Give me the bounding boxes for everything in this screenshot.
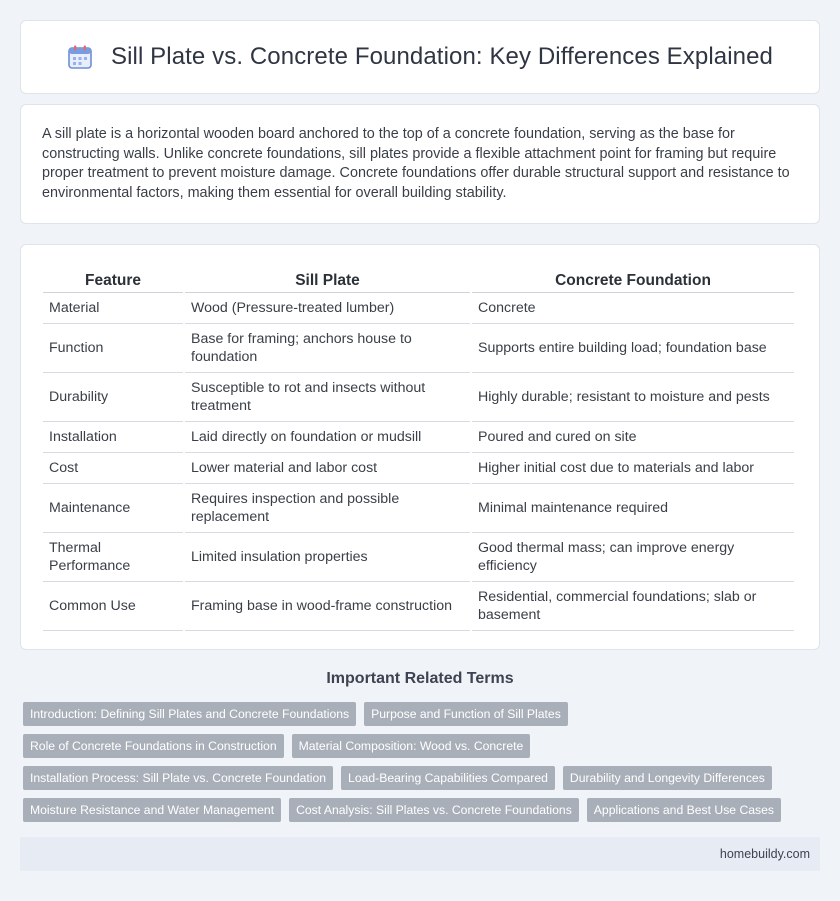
table-cell: Minimal maintenance required	[472, 484, 794, 533]
table-cell: Wood (Pressure-treated lumber)	[185, 293, 470, 324]
table-cell: Thermal Performance	[43, 533, 183, 582]
table-cell: Supports entire building load; foundation base	[472, 324, 794, 373]
related-term-tag[interactable]: Cost Analysis: Sill Plates vs. Concrete Foundations	[289, 798, 579, 822]
related-term-tag[interactable]: Introduction: Defining Sill Plates and Concrete Foundations	[23, 702, 356, 726]
intro-card	[20, 104, 820, 224]
table-row	[43, 484, 794, 533]
header	[67, 43, 773, 71]
tag-row	[23, 702, 823, 726]
table-row	[43, 373, 794, 422]
table-cell: Lower material and labor cost	[185, 453, 470, 484]
table-cell: Highly durable; resistant to moisture and pests	[472, 373, 794, 422]
table-row	[43, 422, 794, 453]
related-term-tag[interactable]: Applications and Best Use Cases	[587, 798, 781, 822]
table-cell: Susceptible to rot and insects without treatment	[185, 373, 470, 422]
related-term-tag[interactable]: Role of Concrete Foundations in Construction	[23, 734, 284, 758]
related-term-tag[interactable]: Durability and Longevity Differences	[563, 766, 772, 790]
table-row	[43, 582, 794, 631]
intro-paragraph: A sill plate is a horizontal wooden board anchored to the top of a concrete foundation, serving as the base for constructing walls. Unlike concrete foundations, sill plates provide a flexible attachment point for framing but require proper treatment to prevent moisture damage. Concrete foundations offer durable structural support and resistance to environmental factors, making them essential for overall building stability.	[42, 126, 790, 201]
calendar-icon	[67, 44, 93, 70]
table-cell: Limited insulation properties	[185, 533, 470, 582]
footer	[20, 837, 820, 871]
related-term-tag[interactable]: Moisture Resistance and Water Management	[23, 798, 281, 822]
table-row	[43, 324, 794, 373]
table-cell: Framing base in wood-frame construction	[185, 582, 470, 631]
table-cell: Common Use	[43, 582, 183, 631]
table-cell: Concrete	[472, 293, 794, 324]
table-cell: Good thermal mass; can improve energy efficiency	[472, 533, 794, 582]
tag-row	[23, 766, 823, 790]
table-row	[43, 453, 794, 484]
related-term-tag[interactable]: Installation Process: Sill Plate vs. Concrete Foundation	[23, 766, 333, 790]
table-row	[43, 293, 794, 324]
table-cell: Poured and cured on site	[472, 422, 794, 453]
table-cell: Laid directly on foundation or mudsill	[185, 422, 470, 453]
related-term-tag[interactable]: Material Composition: Wood vs. Concrete	[292, 734, 531, 758]
related-term-tag[interactable]: Load-Bearing Capabilities Compared	[341, 766, 555, 790]
tag-row	[23, 798, 823, 822]
table-cell: Material	[43, 293, 183, 324]
table-cell: Requires inspection and possible replacement	[185, 484, 470, 533]
table-header-row	[43, 265, 794, 293]
table-cell: Base for framing; anchors house to foundation	[185, 324, 470, 373]
related-term-tag[interactable]: Purpose and Function of Sill Plates	[364, 702, 568, 726]
tag-row	[23, 734, 823, 758]
table-cell: Durability	[43, 373, 183, 422]
column-header-sill-plate: Sill Plate	[185, 265, 470, 293]
table-cell: Cost	[43, 453, 183, 484]
comparison-table	[41, 265, 796, 631]
table-cell: Maintenance	[43, 484, 183, 533]
column-header-feature: Feature	[43, 265, 183, 293]
page-title: Sill Plate vs. Concrete Foundation: Key Differences Explained	[110, 43, 773, 70]
table-row	[43, 533, 794, 582]
comparison-card	[20, 244, 820, 650]
header-card	[20, 20, 820, 94]
table-cell: Residential, commercial foundations; slab or basement	[472, 582, 794, 631]
table-cell: Function	[43, 324, 183, 373]
table-cell: Higher initial cost due to materials and labor	[472, 453, 794, 484]
table-cell: Installation	[43, 422, 183, 453]
footer-site-link[interactable]: homebuildy.com	[719, 847, 810, 861]
related-terms-tags	[23, 702, 823, 830]
column-header-concrete-foundation: Concrete Foundation	[472, 265, 794, 293]
related-terms-title: Important Related Terms	[326, 670, 514, 687]
